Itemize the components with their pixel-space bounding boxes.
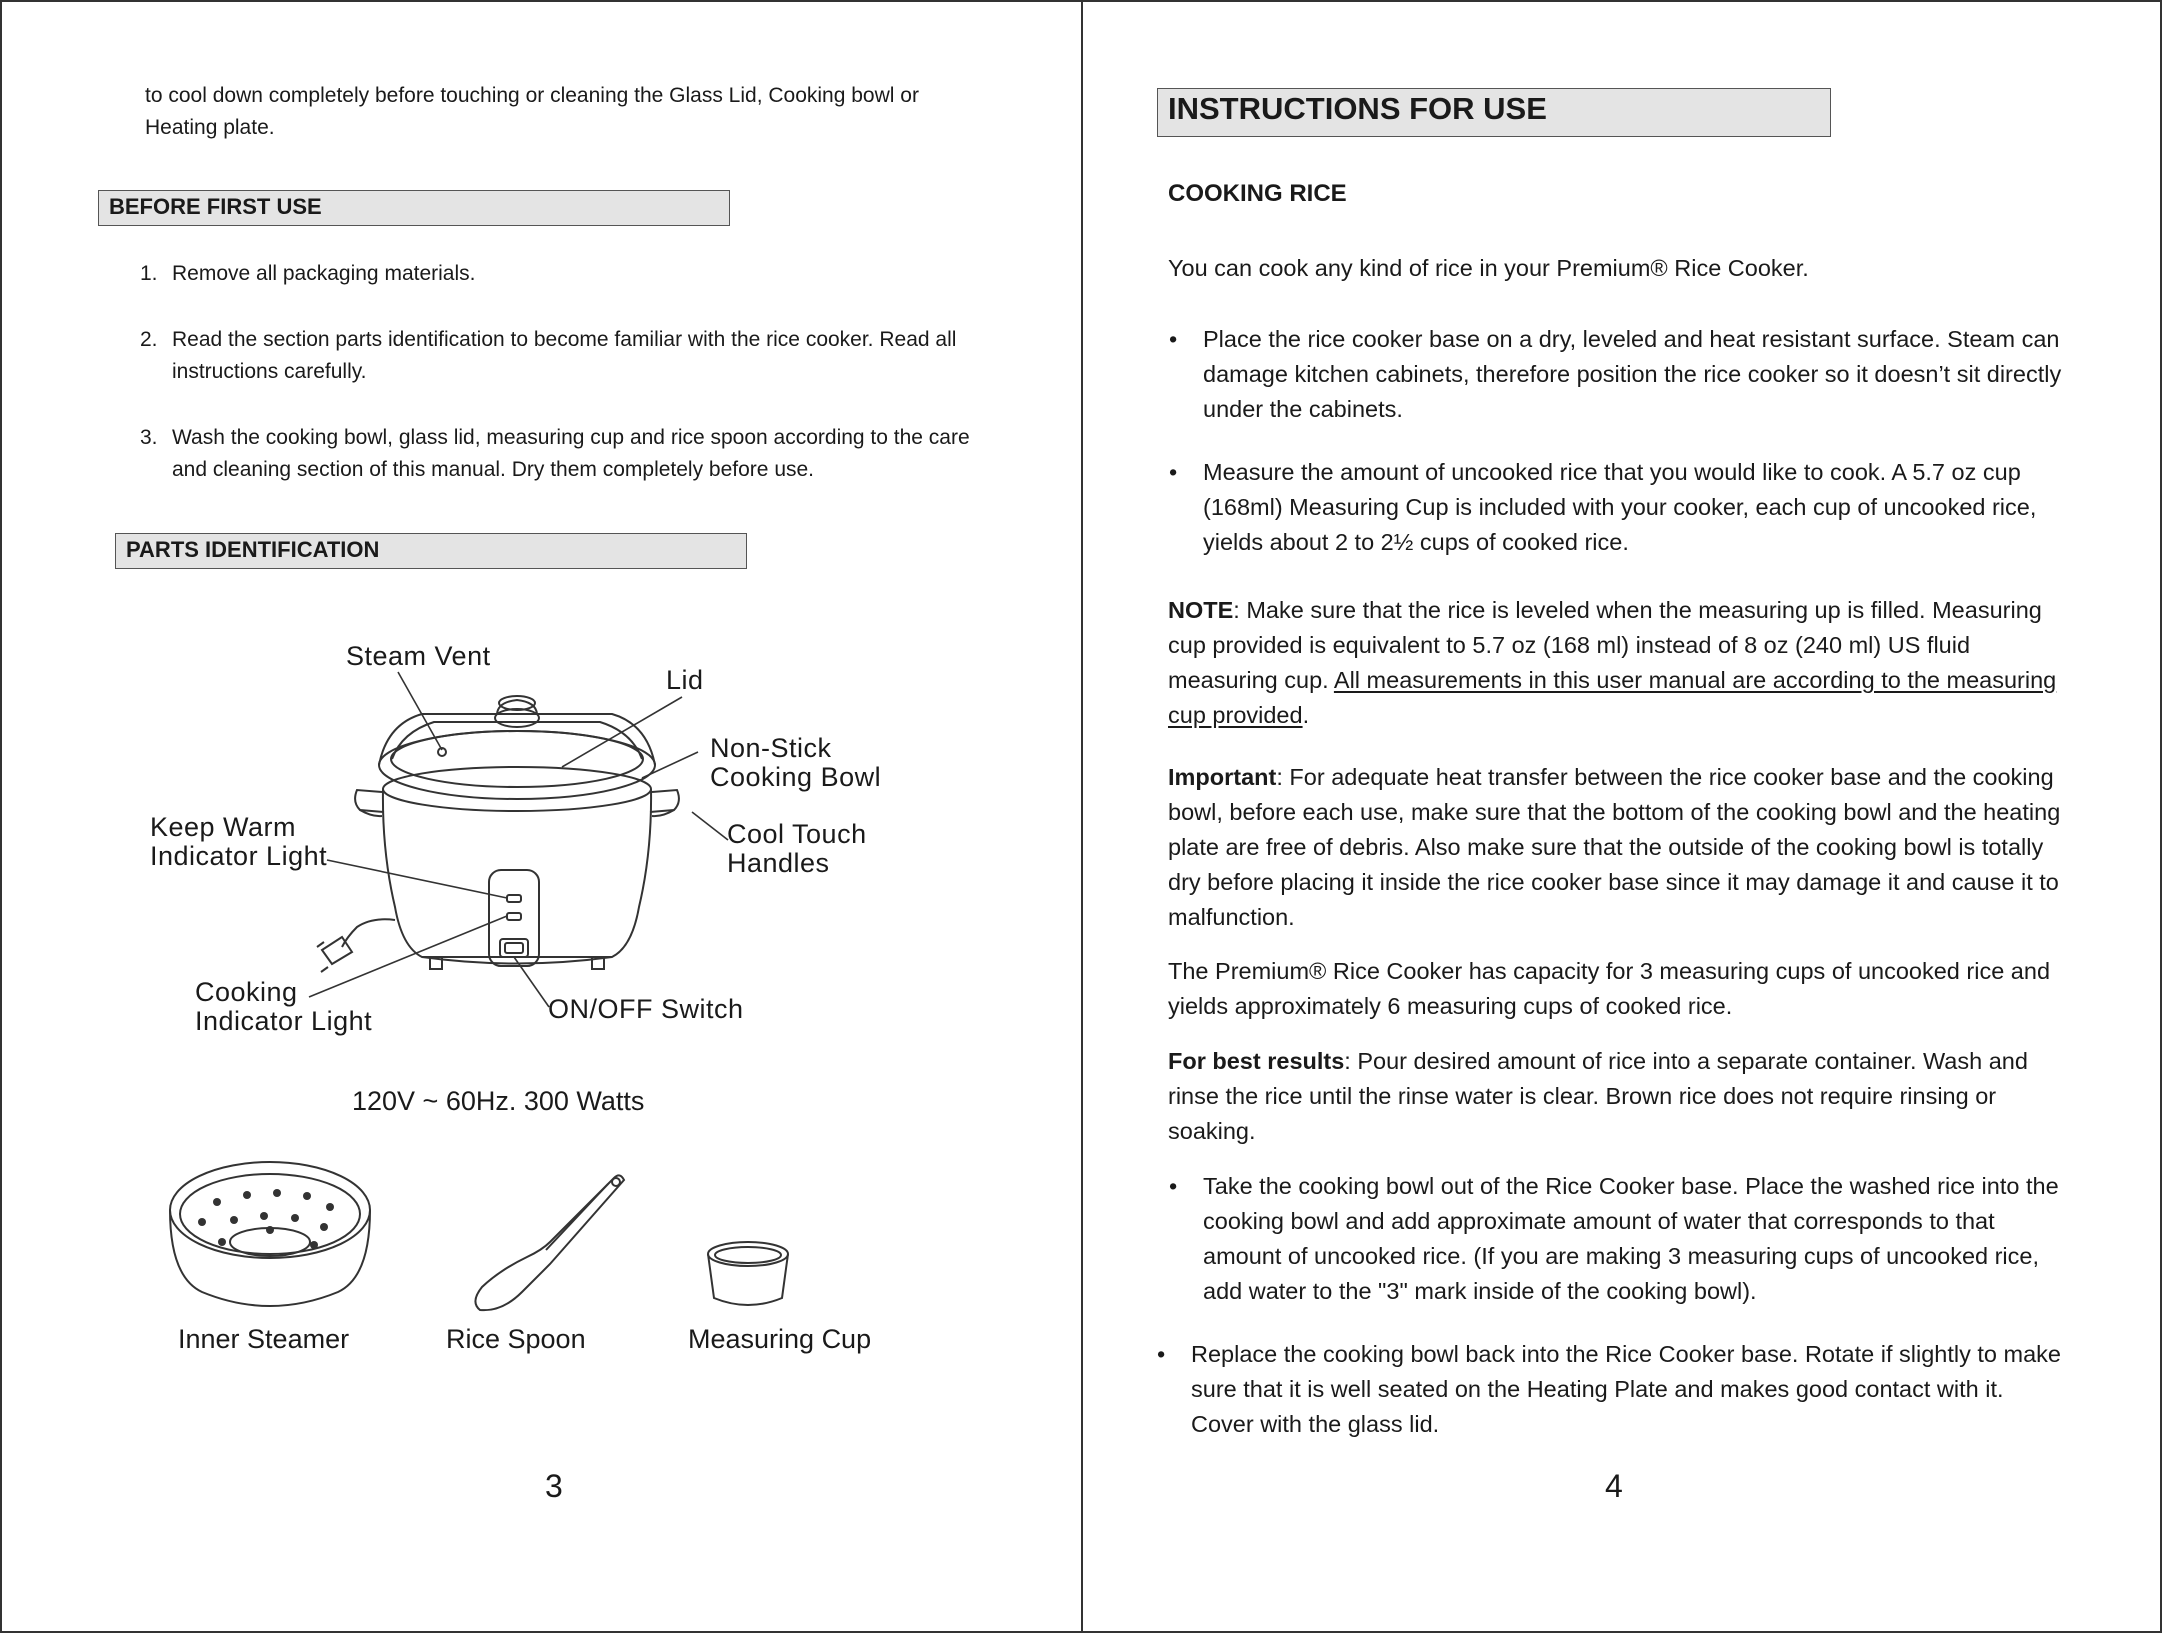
important-paragraph	[1168, 760, 2068, 935]
caption-measuring-cup: Measuring Cup	[688, 1324, 872, 1354]
label-cooking-indicator: Indicator Light	[195, 1006, 373, 1036]
bullet-dot: •	[1169, 459, 1178, 485]
label-lid: Lid	[666, 665, 704, 695]
bullet-item	[1169, 1169, 2073, 1309]
best-results-text: : Pour desired amount of rice into a separate container. Wash and rinse the rice until the rinse water is clear. Brown rice does not require rinsing or soaking.	[1168, 1048, 2028, 1144]
label-cooking-bowl: Cooking Bowl	[710, 762, 882, 792]
step-number: 1.	[140, 262, 158, 285]
step-text: Wash the cooking bowl, glass lid, measuring cup and rice spoon according to the care and cleaning section of this manual. Dry them completely before use.	[172, 426, 970, 481]
inner-steamer-drawing	[170, 1162, 370, 1306]
note-end: .	[1302, 702, 1310, 728]
manual-page-right	[1081, 0, 2162, 1633]
step-number: 3.	[140, 426, 158, 449]
note-underlined: All measurements in this user manual are according to the measuring cup provided	[1168, 667, 2057, 728]
note-paragraph	[1168, 593, 2068, 733]
caption-inner-steamer: Inner Steamer	[178, 1324, 350, 1354]
parts-identification-heading: PARTS IDENTIFICATION	[115, 533, 747, 569]
measuring-cup-drawing	[708, 1242, 788, 1305]
label-handles: Handles	[727, 848, 830, 878]
bullet-item	[1157, 1337, 2071, 1442]
before-first-use-heading: BEFORE FIRST USE	[98, 190, 730, 226]
label-cool-touch: Cool Touch	[727, 819, 867, 849]
important-text: : For adequate heat transfer between the rice cooker base and the cooking bowl, before each use, make sure that the bottom of the cooking bowl and the heating plate are free of debris. Also make sure that the outside of the cooking bowl is totally dry before placing it inside the rice cooker base since it may damage it and cause it to malfunction.	[1168, 764, 2061, 930]
bullet-item	[1169, 455, 2073, 560]
label-cooking: Cooking	[195, 977, 298, 1007]
bullet-item	[1169, 322, 2073, 427]
best-results-paragraph	[1168, 1044, 2068, 1149]
step-text: Remove all packaging materials.	[172, 262, 476, 285]
manual-page-left	[0, 0, 1081, 1633]
note-label: NOTE	[1168, 597, 1234, 623]
note-text: : Make sure that the rice is leveled when the measuring up is filled. Measuring cup provided is equivalent to 5.7 oz (168 ml) instead of 8 oz (240 ml) US fluid measuring cup.	[1168, 597, 2042, 693]
bullet-text: Take the cooking bowl out of the Rice Cooker base. Place the washed rice into the cooking bowl and add approximate amount of water that corresponds to that amount of uncooked rice. (If you are making 3 measuring cups of uncooked rice, add water to the "3" mark inside of the cooking bowl).	[1203, 1173, 2059, 1304]
label-steam-vent: Steam Vent	[346, 641, 491, 671]
step-number: 2.	[140, 328, 158, 351]
bullet-dot: •	[1157, 1341, 1166, 1367]
bullet-text: Replace the cooking bowl back into the Rice Cooker base. Rotate if slightly to make sure that it is well seated on the Heating Plate and makes good contact with it. Cover with the glass lid.	[1191, 1341, 2061, 1437]
capacity-paragraph: The Premium® Rice Cooker has capacity for 3 measuring cups of uncooked rice and yields approximately 6 measuring cups of cooked rice.	[1168, 958, 2051, 1019]
bullet-text: Measure the amount of uncooked rice that you would like to cook. A 5.7 oz cup (168ml) Measuring Cup is included with your cooker, each cup of uncooked rice, yields about 2 to 2½ cups of cooked rice.	[1203, 459, 2037, 555]
best-results-label: For best results	[1168, 1048, 1345, 1074]
instructions-title: INSTRUCTIONS FOR USE	[1157, 88, 1831, 137]
bullet-dot: •	[1169, 1173, 1178, 1199]
intro-paragraph: You can cook any kind of rice in your Premium® Rice Cooker.	[1168, 255, 1809, 281]
label-on-off-switch: ON/OFF Switch	[548, 994, 744, 1024]
power-rating: 120V ~ 60Hz. 300 Watts	[352, 1086, 645, 1116]
caption-rice-spoon: Rice Spoon	[446, 1324, 586, 1354]
important-label: Important	[1168, 764, 1277, 790]
intro-text: to cool down completely before touching or cleaning the Glass Lid, Cooking bowl or Heating plate.	[145, 84, 919, 139]
rice-spoon-drawing	[475, 1175, 624, 1310]
label-keep-warm: Keep Warm	[150, 812, 297, 842]
label-keep-warm-indicator: Indicator Light	[150, 841, 328, 871]
page-number: 3	[545, 1468, 563, 1504]
step-text: Read the section parts identification to become familiar with the rice cooker. Read all instructions carefully.	[172, 328, 957, 383]
bullet-text: Place the rice cooker base on a dry, leveled and heat resistant surface. Steam can damage kitchen cabinets, therefore position the rice cooker so it doesn’t sit directly under the cabinets.	[1203, 326, 2062, 422]
label-non-stick: Non-Stick	[710, 733, 832, 763]
page-number: 4	[1605, 1468, 1623, 1504]
bullet-dot: •	[1169, 326, 1178, 352]
cooking-rice-heading: COOKING RICE	[1168, 180, 1347, 207]
